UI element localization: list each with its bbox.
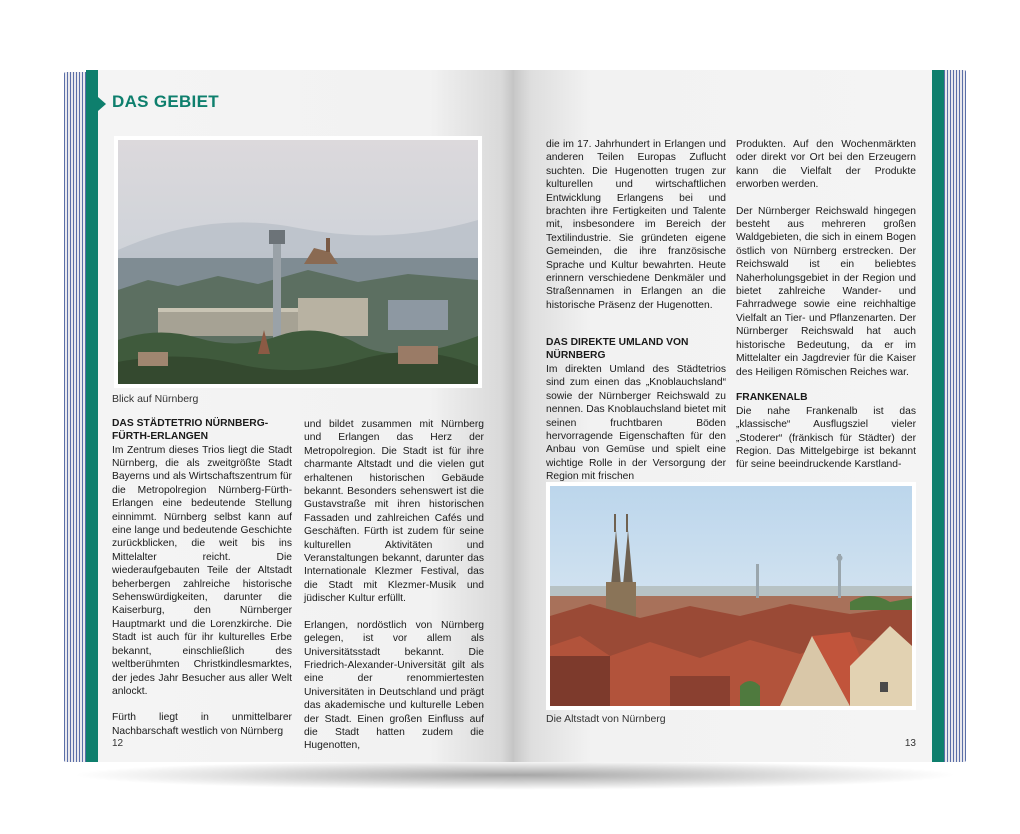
photo-caption: Blick auf Nürnberg	[112, 393, 199, 405]
page-number: 13	[904, 738, 916, 749]
right-page-stack-edge	[942, 70, 966, 762]
left-teal-margin-bar	[86, 70, 98, 762]
paragraph: Die nahe Frankenalb ist das „klassische“ Ausflugsziel vieler „Stoderer“ (fränkisch für Städter) der Region. Das Mittelgebirge ist bekannt für seine beeindruckende Karstland-	[736, 405, 916, 471]
paragraph: die im 17. Jahrhundert in Erlangen und anderen Teilen Europas Zuflucht suchten. Die Hugenotten trugen zur kulturellen und wirtschaftlichen Entwicklung Erlangens bei und brachten ihre Fertigkeiten und Talente mit, insbesondere im Bereich der Textilindustrie. Sie gründeten eigene Gemeinden, die ihre französische Sprache und Kultur bewahrten. Heute erinnern verschiedene Denkmäler und Straßennamen in Erlangen an die historische Präsenz der Hugenotten.	[546, 139, 726, 311]
section-heading: DAS STÄDTETRIO NÜRNBERG-FÜRTH-ERLANGEN	[112, 418, 269, 442]
right-column-1	[546, 138, 726, 497]
paragraph: Im direkten Umland des Städtetrios sind zum einen das „Knoblauchsland“ sowie der Nürnberger Reichswald zu nennen. Das Knoblauchsland bietet mit seinen fruchtbaren Böden hervorragende Eigenschaften für den Anbau von Gemüse und spielt eine wichtige Rolle in der Versorgung der Region mit frischen	[546, 363, 726, 483]
photo-nuernberg-skyline	[114, 136, 482, 388]
paragraph: und bildet zusammen mit Nürnberg und Erlangen das Herz der Metropolregion. Die Stadt ist für ihre charmante Altstadt und die vielen gut erhaltenen historischen Gebäude bekannt. Besonders sehenswert ist die Gustavstraße mit ihren historischen Fassaden und zahlreichen Cafés und Geschäften. Fürth ist zudem für seine kulturellen Aktivitäten und Veranstaltungen bekannt, darunter das Internationale Klezmer Festival, das die Stadt mit Klezmer-Musik und jüdischer Kultur erfüllt.	[304, 419, 484, 605]
left-page-stack-edge	[64, 72, 88, 762]
right-teal-margin-bar	[932, 70, 944, 762]
section-heading: FRANKENALB	[736, 391, 808, 403]
right-column-2	[736, 138, 916, 485]
paragraph: Im Zentrum dieses Trios liegt die Stadt Nürnberg, die als zweitgrößte Stadt Bayerns und als Wirtschaftszentrum für die Metropolregion Nürnberg-Fürth-Erlangen eine bedeutende Stellung einnimmt. Nürnberg selbst kann auf eine lange und bedeutende Geschichte zurückblicken, die weit bis ins Mittelalter reicht. Die wiederaufgebauten Teile der Altstadt beherbergen zahlreiche historische Sehenswürdigkeiten, darunter die Kaiserburg, den Nürnberger Hauptmarkt und die Lorenzkirche. Die Stadt ist auch für ihr kulturelles Erbe bekannt, einschließlich des weltberühmten Christkindlesmarktes, der jedes Jahr Besucher aus aller Welt anlockt.	[112, 444, 292, 697]
section-arrow-icon	[98, 97, 106, 111]
right-page	[514, 70, 944, 762]
paragraph: Erlangen, nordöstlich von Nürnberg gelegen, ist vor allem als Universitätsstadt bekannt. Die Friedrich-Alexander-Universität gilt als eine der renommiertesten Universitäten in Deutschland und prägt das akademische und kulturelle Leben der Stadt. Einen großen Einfluss auf die Stadt hatten zudem die Hugenotten,	[304, 619, 484, 752]
photo-caption: Die Altstadt von Nürnberg	[546, 713, 666, 725]
section-heading: DAS DIREKTE UMLAND VON NÜRNBERG	[546, 337, 689, 362]
paragraph: Produkten. Auf den Wochenmärkten oder direkt vor Ort bei den Erzeugern kann die Vielfalt der Produkte erworben werden.	[736, 139, 916, 191]
page-number: 12	[112, 738, 124, 749]
book-shadow	[70, 760, 960, 790]
photo-altstadt-nuernberg	[546, 482, 916, 710]
paragraph: Fürth liegt in unmittelbarer Nachbarschaft westlich von Nürnberg	[112, 712, 292, 737]
section-title: DAS GEBIET	[112, 92, 219, 111]
left-column-2	[304, 418, 484, 762]
left-page	[86, 70, 514, 762]
left-column-1	[112, 418, 292, 751]
paragraph: Der Nürnberger Reichswald hingegen besteht aus mehreren großen Waldgebieten, die sich in einem Bogen östlich von Nürnberg erstrecken. Der Reichswald ist ein beliebtes Naherholungsgebiet in der Region und bietet zahlreiche Wander- und Fahrradwege sowie eine reichhaltige Vielfalt an Tier- und Pflanzenarten. Der Nürnberger Reichswald hat auch historische Bedeutung, da er im Mittelalter ein Jagdrevier für die Kaiser des Heiligen Römischen Reiches war.	[736, 205, 916, 378]
